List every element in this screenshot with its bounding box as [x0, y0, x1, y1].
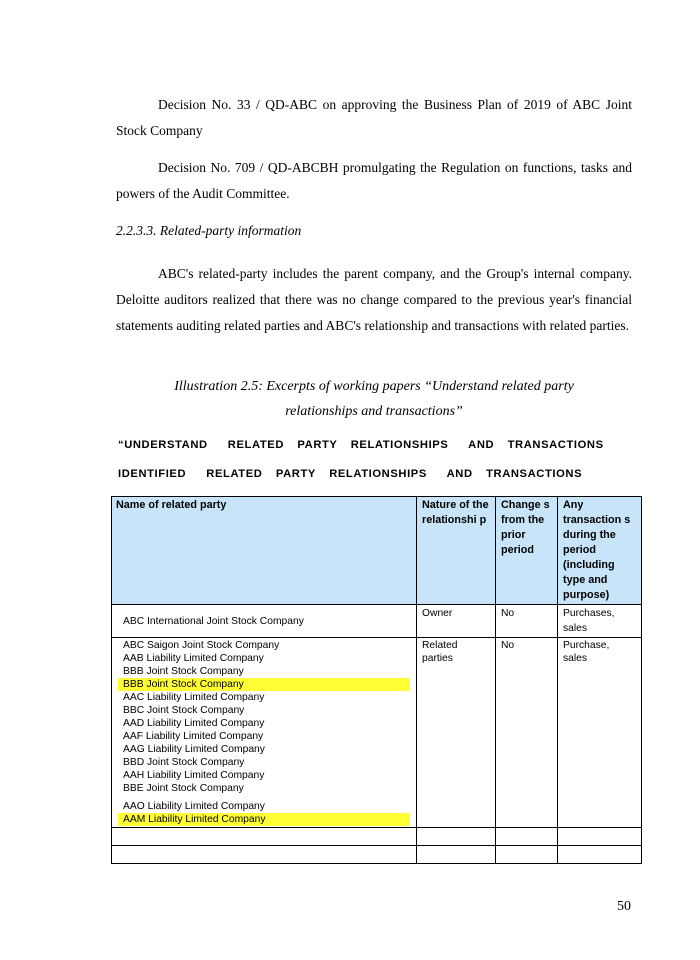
company-item: AAC Liability Limited Company	[123, 692, 265, 703]
caption-line-2: relationships and transactions”	[285, 404, 463, 419]
col-header-changes: Change s from the prior period	[496, 497, 558, 605]
company-list-cell	[112, 638, 417, 828]
company-item: AAD Liability Limited Company	[123, 718, 265, 729]
company-item: AAH Liability Limited Company	[123, 770, 265, 781]
company-item: BBE Joint Stock Company	[123, 783, 244, 794]
company-item: BBB Joint Stock Company	[123, 666, 244, 677]
paragraph-decision-709: Decision No. 709 / QD-ABCBH promulgating the Regulation on functions, tasks and powers of the Audit Committee.	[116, 160, 632, 201]
empty-cell	[417, 828, 496, 846]
empty-cell	[112, 846, 417, 864]
empty-cell	[558, 828, 642, 846]
col-header-name: Name of related party	[112, 497, 417, 605]
illustration-caption	[116, 374, 632, 424]
company-item: AAF Liability Limited Company	[123, 731, 264, 742]
empty-row	[112, 828, 642, 846]
cell-nature: Related parties	[417, 638, 496, 828]
col-header-nature: Nature of the relationshi p	[417, 497, 496, 605]
company-item-highlighted: AAM Liability Limited Company	[118, 813, 410, 826]
empty-row	[112, 846, 642, 864]
table-heading-2: IDENTIFIED RELATED PARTY RELATIONSHIPS AND TRANSACTIONS	[118, 468, 583, 480]
cell-nature: Owner	[417, 605, 496, 638]
cell-name: ABC International Joint Stock Company	[112, 605, 417, 638]
empty-cell	[558, 846, 642, 864]
cell-change: No	[496, 638, 558, 828]
company-item: BBC Joint Stock Company	[123, 705, 245, 716]
company-list	[118, 639, 410, 826]
table-heading-1: “UNDERSTAND RELATED PARTY RELATIONSHIPS AND TRANSACTIONS	[118, 439, 604, 451]
table-header-row	[112, 497, 642, 605]
company-item-highlighted: BBB Joint Stock Company	[118, 678, 410, 691]
col-header-transactions: Any transaction s during the period (including type and purpose)	[558, 497, 642, 605]
table-row	[112, 605, 642, 638]
cell-transactions: Purchase, sales	[558, 638, 642, 828]
section-heading: 2.2.3.3. Related-party information	[116, 223, 302, 238]
cell-transactions: Purchases, sales	[558, 605, 642, 638]
company-item: AAG Liability Limited Company	[123, 744, 265, 755]
related-party-table	[111, 496, 642, 864]
company-item: BBD Joint Stock Company	[123, 757, 245, 768]
paragraph-related-party: ABC's related-party includes the parent company, and the Group's internal company. Deloitte auditors realized that there was no change compared to the previous year's financial statements auditing related parties and ABC's relationship and transactions with related parties.	[116, 266, 632, 333]
cell-change: No	[496, 605, 558, 638]
empty-cell	[496, 846, 558, 864]
table-row	[112, 638, 642, 828]
page-number: 50	[617, 899, 631, 914]
company-item: AAO Liability Limited Company	[123, 801, 265, 812]
paragraph-decision-33: Decision No. 33 / QD-ABC on approving the Business Plan of 2019 of ABC Joint Stock Company	[116, 97, 632, 138]
empty-cell	[496, 828, 558, 846]
company-item: ABC Saigon Joint Stock Company	[123, 640, 280, 651]
empty-cell	[112, 828, 417, 846]
empty-cell	[417, 846, 496, 864]
company-item: AAB Liability Limited Company	[123, 653, 264, 664]
caption-line-1: Illustration 2.5: Excerpts of working papers “Understand related party	[174, 379, 574, 394]
